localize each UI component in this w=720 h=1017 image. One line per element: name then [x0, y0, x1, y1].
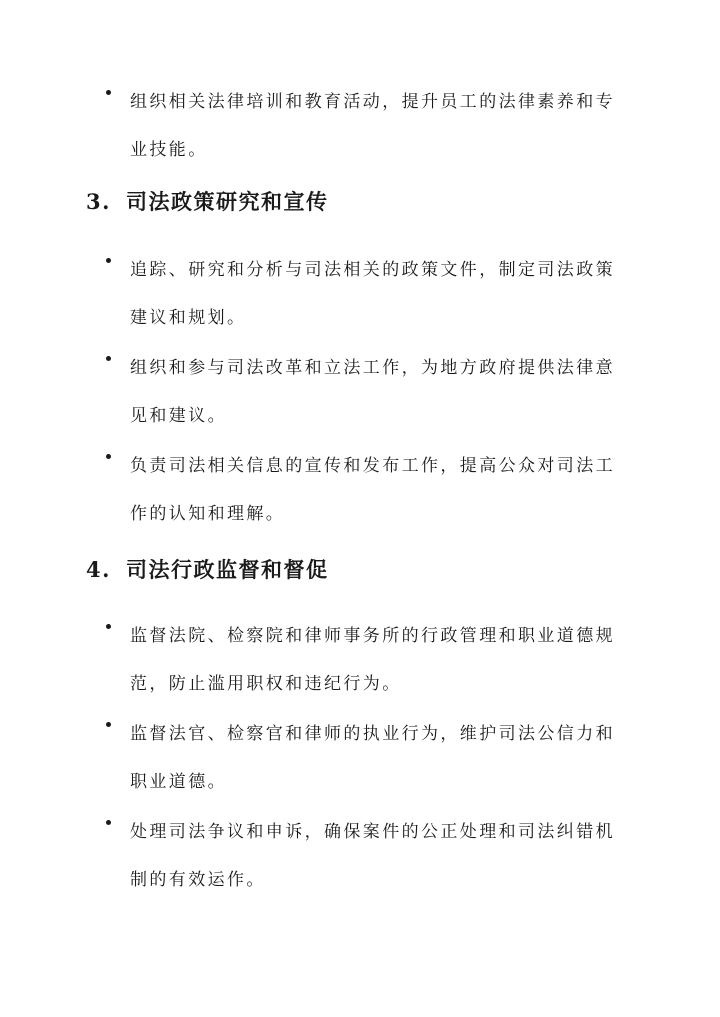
section-number: 4.: [86, 557, 111, 582]
list-item-text: 负责司法相关信息的宣传和发布工作，提高公众对司法工作的认知和理解。: [130, 456, 615, 524]
section-title: 司法行政监督和督促: [126, 557, 329, 582]
list-item-text: 组织和参与司法改革和立法工作，为地方政府提供法律意见和建议。: [130, 358, 615, 426]
list-item: [106, 808, 626, 904]
list-item: [106, 246, 626, 342]
bullet-icon: [106, 90, 111, 95]
bullet-icon: [106, 624, 111, 629]
list-item: [106, 442, 626, 538]
list-item-text: 追踪、研究和分析与司法相关的政策文件，制定司法政策建议和规划。: [130, 260, 615, 328]
list-item: [106, 710, 626, 806]
list-item: [106, 612, 626, 708]
section-heading: [86, 186, 329, 216]
list-item-text: 监督法官、检察官和律师的执业行为，维护司法公信力和职业道德。: [130, 724, 615, 792]
bullet-icon: [106, 820, 111, 825]
section-number: 3.: [86, 189, 111, 214]
bullet-icon: [106, 258, 111, 263]
bullet-icon: [106, 722, 111, 727]
list-item: [106, 78, 626, 174]
section-heading: [86, 554, 329, 584]
bullet-icon: [106, 356, 111, 361]
bullet-icon: [106, 454, 111, 459]
list-item: [106, 344, 626, 440]
list-item-text: 处理司法争议和申诉，确保案件的公正处理和司法纠错机制的有效运作。: [130, 822, 615, 890]
list-item-text: 监督法院、检察院和律师事务所的行政管理和职业道德规范，防止滥用职权和违纪行为。: [130, 626, 615, 694]
list-item-text: 组织相关法律培训和教育活动，提升员工的法律素养和专业技能。: [130, 92, 615, 160]
section-title: 司法政策研究和宣传: [126, 189, 329, 214]
